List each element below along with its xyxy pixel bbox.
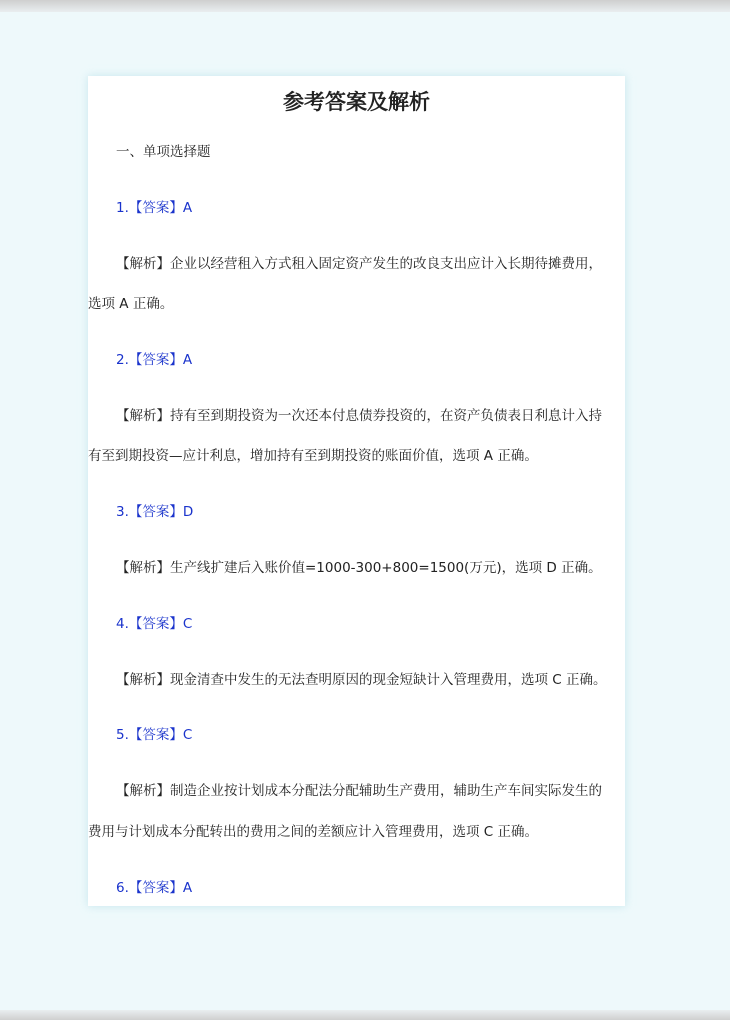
analysis-5-line-1: 【解析】制造企业按计划成本分配法分配辅助生产费用，辅助生产车间实际发生的	[116, 783, 602, 799]
answer-3: 3.【答案】D	[116, 504, 194, 520]
top-border	[0, 0, 730, 12]
answer-1: 1.【答案】A	[116, 200, 193, 216]
analysis-4-line-1: 【解析】现金清查中发生的无法查明原因的现金短缺计入管理费用，选项 C 正确。	[116, 672, 607, 688]
analysis-1-line-1: 【解析】企业以经营租入方式租入固定资产发生的改良支出应计入长期待摊费用，	[116, 256, 602, 272]
answer-5: 5.【答案】C	[116, 727, 193, 743]
page-title: 参考答案及解析	[283, 90, 430, 114]
analysis-2-line-2: 有至到期投资—应计利息，增加持有至到期投资的账面价值，选项 A 正确。	[88, 448, 538, 464]
analysis-1-line-2: 选项 A 正确。	[88, 296, 174, 312]
analysis-5-line-2: 费用与计划成本分配转出的费用之间的差额应计入管理费用，选项 C 正确。	[88, 824, 539, 840]
answer-6: 6.【答案】A	[116, 880, 193, 896]
analysis-3-line-1: 【解析】生产线扩建后入账价值=1000-300+800=1500(万元)，选项 D 正确。	[116, 560, 602, 576]
answer-4: 4.【答案】C	[116, 616, 193, 632]
answer-2: 2.【答案】A	[116, 352, 193, 368]
analysis-2-line-1: 【解析】持有至到期投资为一次还本付息债券投资的，在资产负债表日利息计入持	[116, 408, 602, 424]
bottom-border	[0, 1010, 730, 1020]
section-heading: 一、单项选择题	[116, 144, 211, 160]
document-page	[88, 76, 625, 906]
